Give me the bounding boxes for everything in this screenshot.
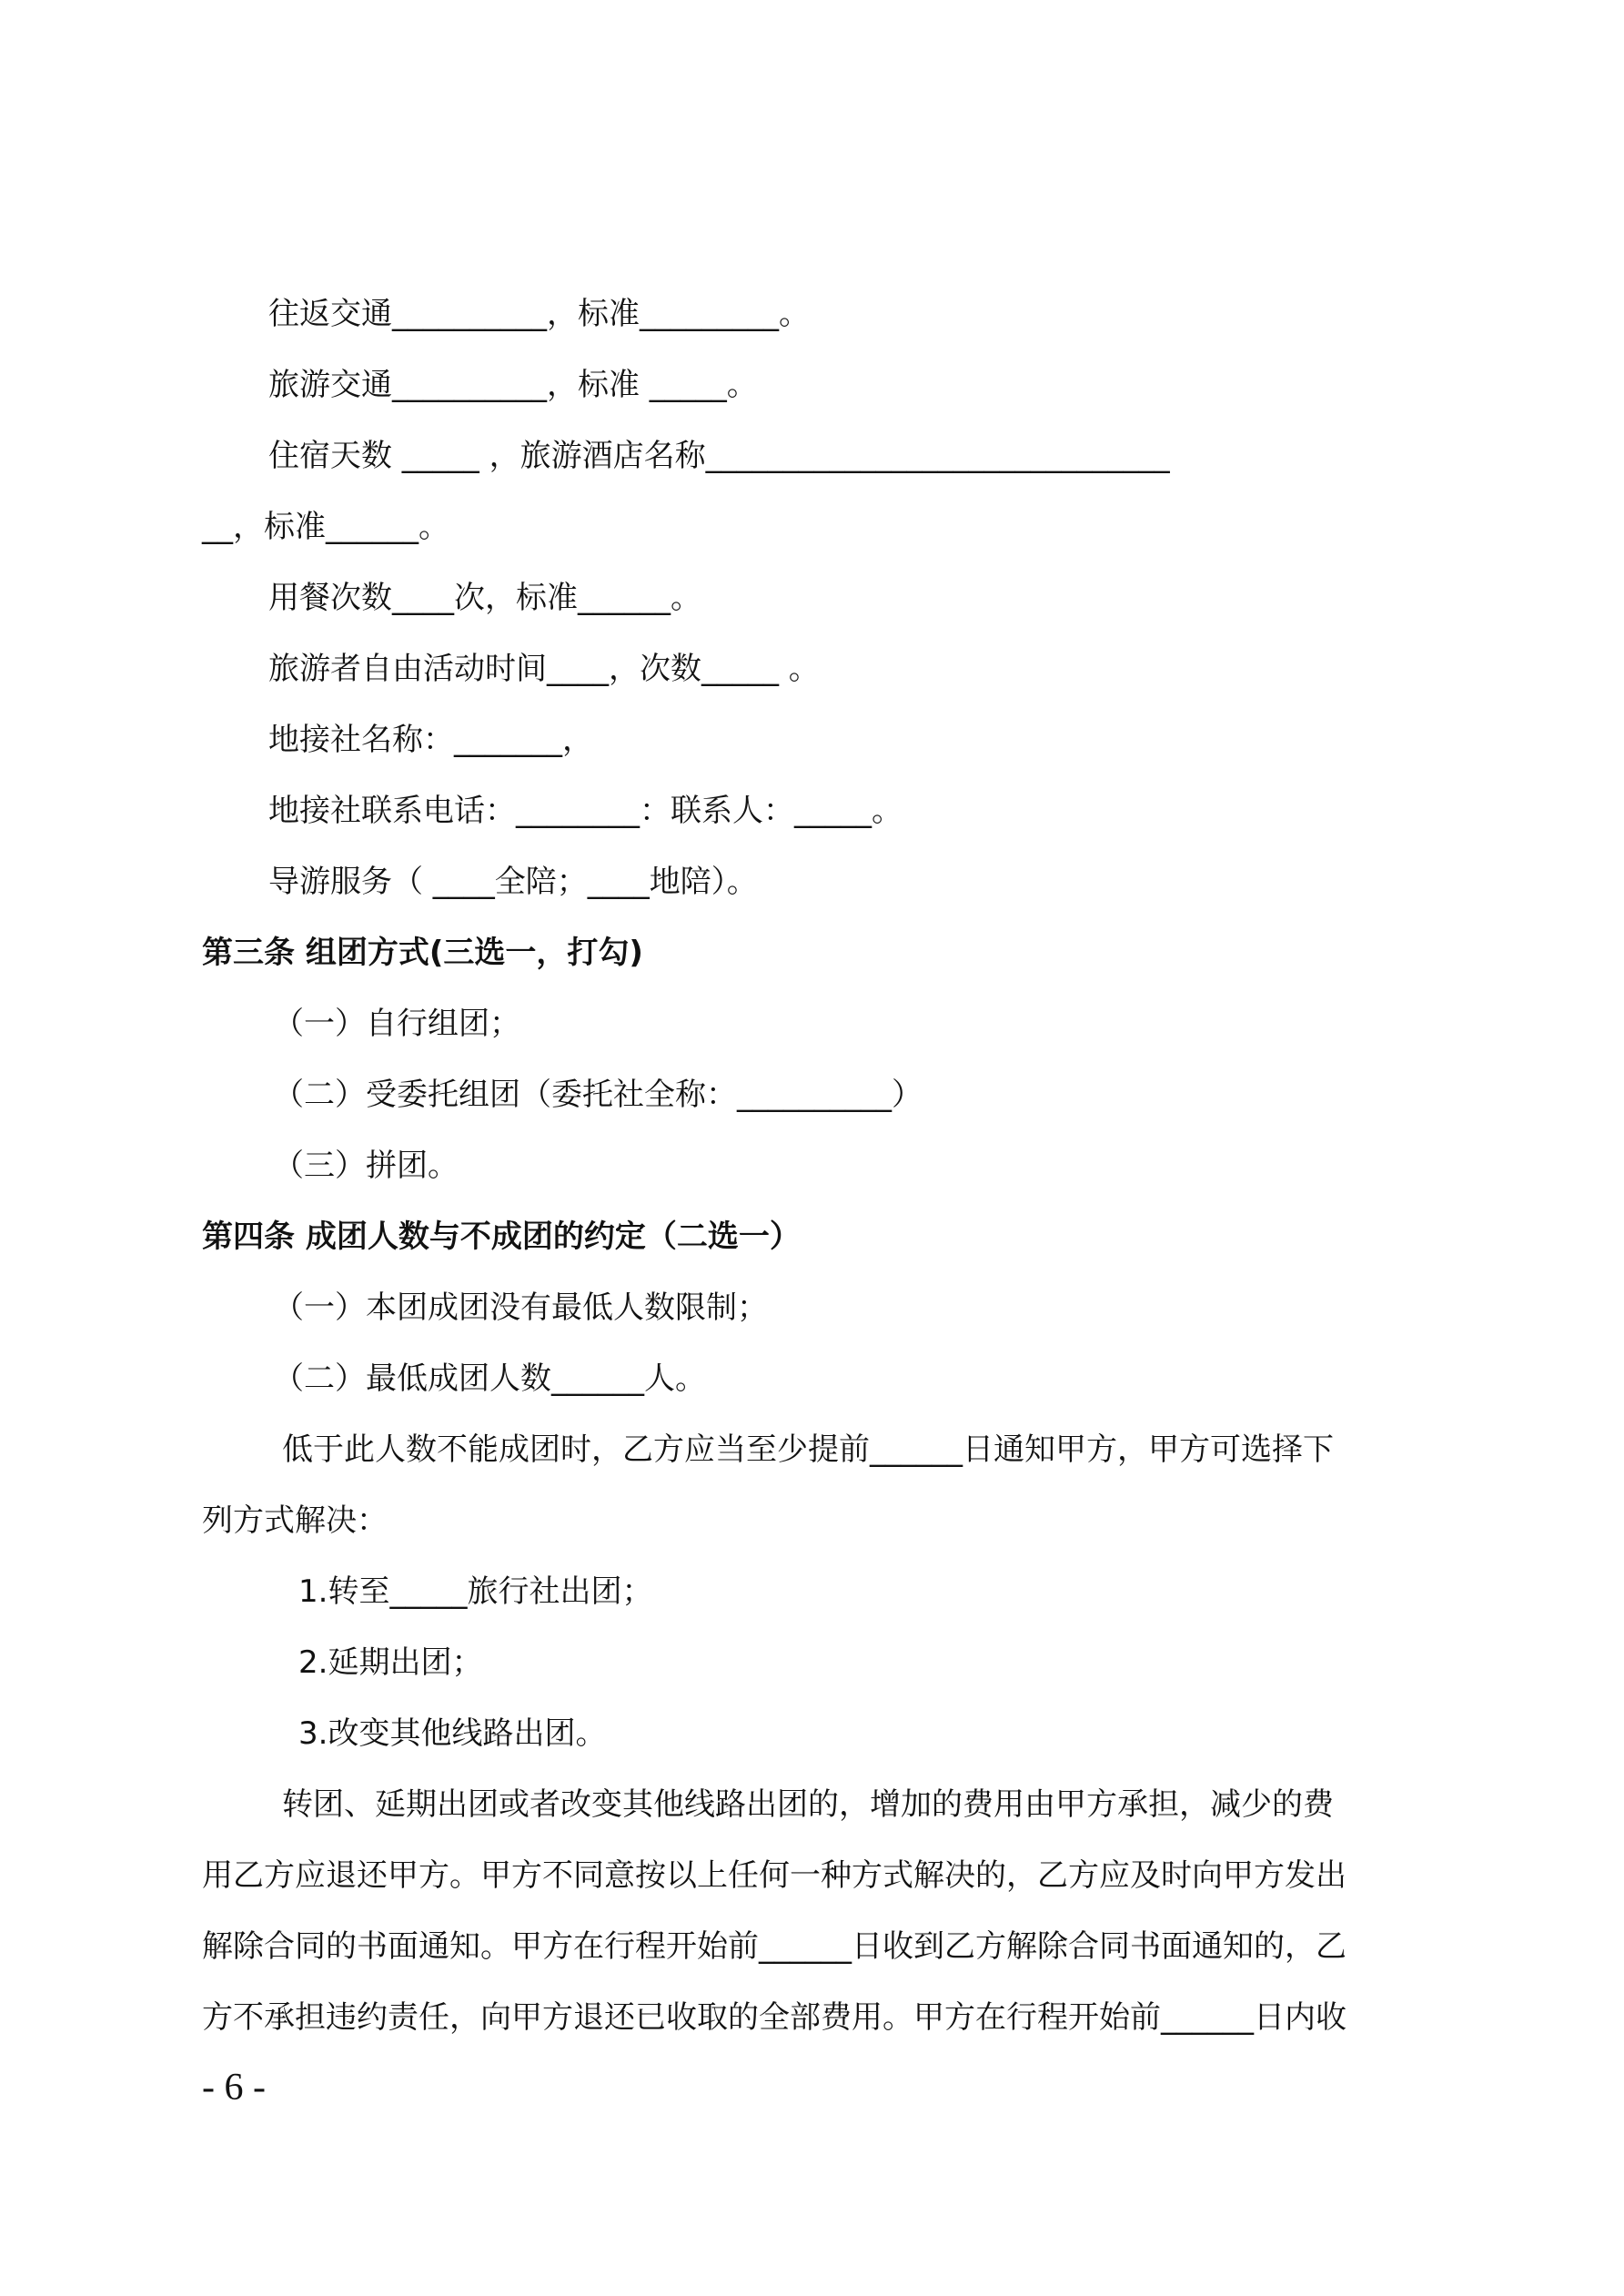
- text-line: 地接社名称：_______，: [268, 722, 593, 758]
- list-item: （一）自行组团；: [273, 1006, 520, 1042]
- page-number: - 6 -: [202, 2067, 266, 2109]
- text-line: 往返交通__________，标准_________。: [268, 296, 810, 332]
- list-item: （二）受委托组团（委托社全称：__________）: [273, 1077, 923, 1113]
- list-item: （二）最低成团人数______人。: [273, 1360, 706, 1397]
- text-line: __，标准______。: [202, 509, 449, 545]
- paragraph-line: 用乙方应退还甲方。甲方不同意按以上任何一种方式解决的，乙方应及时向甲方发出: [202, 1857, 1347, 1894]
- paragraph-line: 解除合同的书面通知。甲方在行程开始前______日收到乙方解除合同书面通知的，乙: [202, 1928, 1347, 1965]
- text-line: 旅游交通__________，标准 _____。: [268, 367, 758, 403]
- text-line: 住宿天数 _____ ，旅游酒店名称______________________________: [268, 438, 1170, 474]
- paragraph-line: 转团、延期出团或者改变其他线路出团的，增加的费用由甲方承担，减少的费: [282, 1786, 1334, 1823]
- text-line: 旅游者自由活动时间____，次数_____ 。: [268, 651, 820, 687]
- text-line: 导游服务（ ____全陪；____地陪）。: [268, 864, 758, 900]
- paragraph-line: 列方式解决：: [202, 1502, 388, 1539]
- text-line: 地接社联系电话：________：联系人：_____。: [268, 793, 903, 829]
- list-item: （一）本团成团没有最低人数限制；: [273, 1290, 768, 1326]
- option-item: 2.延期出团；: [298, 1644, 483, 1681]
- option-item: 1.转至_____旅行社出团；: [298, 1573, 653, 1610]
- paragraph-line: 方不承担违约责任，向甲方退还已收取的全部费用。甲方在行程开始前______日内收: [202, 1999, 1347, 2036]
- option-item: 3.改变其他线路出团。: [298, 1715, 607, 1752]
- list-item: （三）拼团。: [273, 1148, 459, 1184]
- article-heading: 第四条 成团人数与不成团的约定（二选一）: [202, 1219, 801, 1255]
- paragraph-line: 低于此人数不能成团时，乙方应当至少提前______日通知甲方，甲方可选择下: [282, 1431, 1334, 1468]
- article-heading: 第三条 组团方式(三选一，打勾): [202, 935, 643, 971]
- text-line: 用餐次数____次，标准______。: [268, 580, 701, 616]
